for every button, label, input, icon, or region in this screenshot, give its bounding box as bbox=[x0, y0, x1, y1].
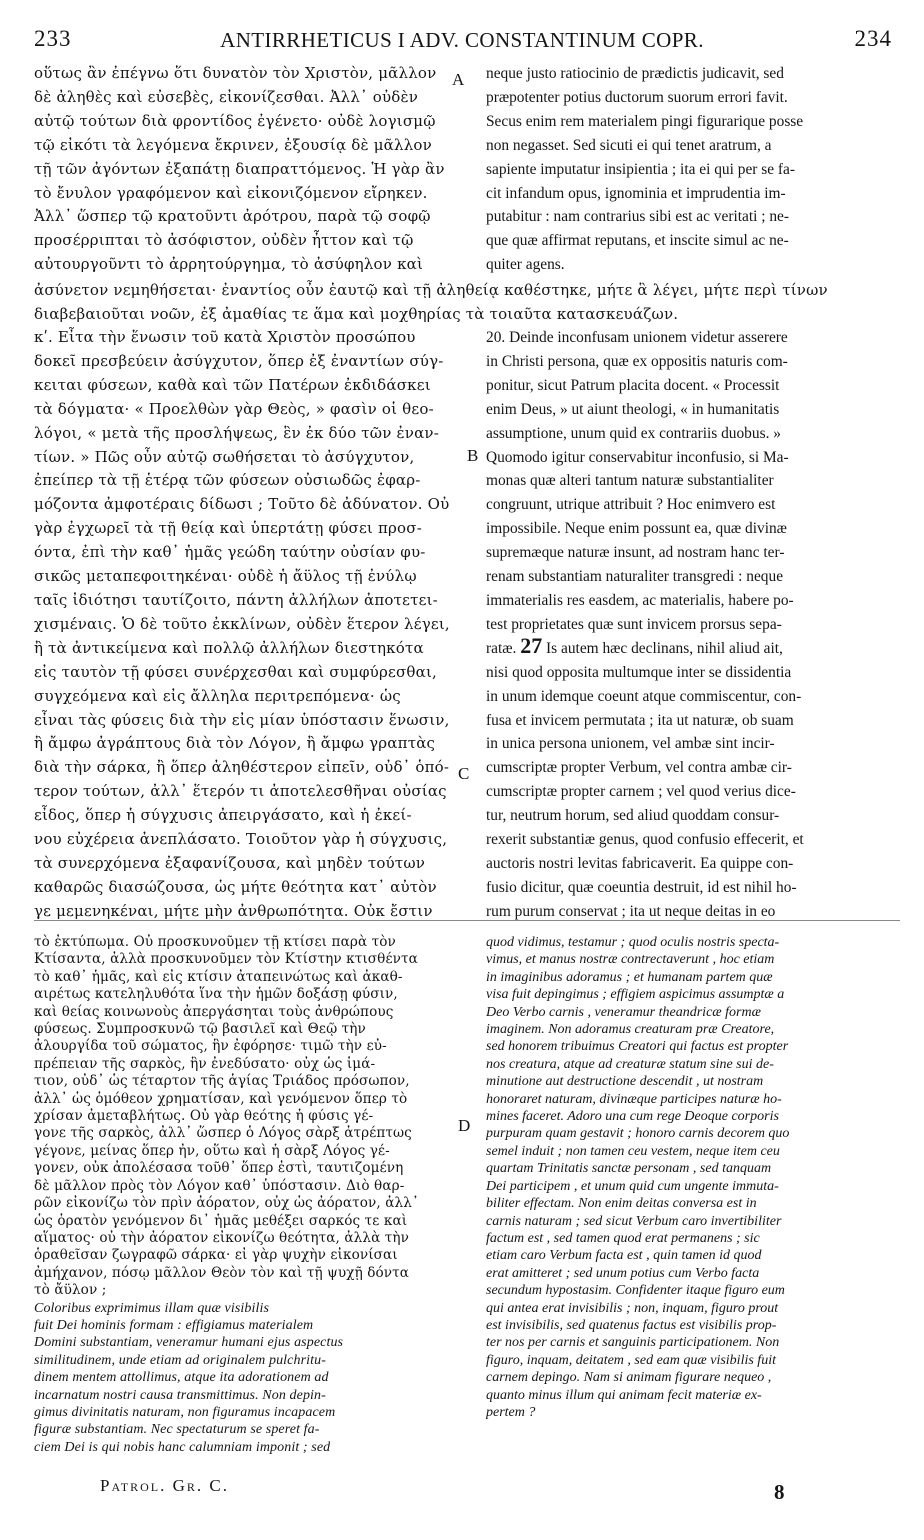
text-line: nos creatura, atque ad creaturæ statum sine sui de- bbox=[486, 1056, 774, 1072]
text-line: νου εὐχέρεια ἀνεπλάσατο. Τοιοῦτον γὰρ ἡ σύγχυσις, bbox=[34, 830, 448, 849]
text-line: quiter agens. bbox=[486, 256, 565, 274]
text-line: ἀμήχανον, πόσῳ μᾶλλον Θεὸν τὸν καὶ τῇ ψυχῇ δόντα bbox=[34, 1264, 410, 1281]
text-line: non negasset. Sed sicuti ei qui tenet aratrum, a bbox=[486, 136, 772, 154]
text-line: κʹ. Εἶτα τὴν ἕνωσιν τοῦ κατὰ Χριστὸν προσώπου bbox=[34, 328, 416, 346]
page-number-right: 234 bbox=[854, 26, 892, 51]
text-line: in unica persona unionem, vel ambæ sint incir- bbox=[486, 735, 775, 753]
text-line: neque justo ratiocinio de prædictis judicavit, sed bbox=[486, 65, 784, 82]
text-line: Dei participem , et unum quid cum ungente immuta- bbox=[486, 1178, 779, 1194]
text-line: αὐτουργοῦντι τὸ ἀρρητούργημα, τὸ ἀσύφηλον καὶ bbox=[34, 255, 424, 274]
text-line: Deo Verbo carnis , veneramur theandricæ formæ bbox=[486, 1004, 761, 1020]
text-line: τὰ δόγματα· « Προελθὼν γὰρ Θεὸς, » φασὶν οἱ θεο- bbox=[34, 399, 434, 418]
text-line: quod vidimus, testamur ; quod oculis nostris specta- bbox=[486, 935, 780, 950]
text-line: χισμέναις. Ὁ δὲ τοῦτο ἐκκλίνων, οὐδὲν ἕτερον λέγει, bbox=[34, 614, 450, 633]
text-line: honoraret naturam, divinæque participes naturæ ho- bbox=[486, 1091, 782, 1107]
text-line: τιον, οὐδ᾽ ὡς τέταρτον τῆς ἁγίας Τριάδος πρόσωπον, bbox=[34, 1073, 410, 1090]
text-line: qui antea erat invisibilis ; non, inquam, figuro prout bbox=[486, 1300, 779, 1316]
text-line: όντα, ἐπὶ τὴν καθ᾽ ἡμᾶς γεώδη ταύτην οὐσίαν φυ- bbox=[34, 543, 426, 562]
text-line: ταῖς ἰδιότησι ταυτίζοιτο, πάντη ἀλλήλων ἀποτετει- bbox=[34, 590, 438, 609]
text-line: οὕτως ἂν ἐπέγνω ὅτι δυνατὸν τὸν Χριστὸν, μᾶλλον bbox=[34, 64, 437, 82]
running-title: ANTIRRHETICUS I ADV. CONSTANTINUM COPR. bbox=[220, 28, 704, 52]
text-line: ponitur, sicut Patrum placita docent. « Processit bbox=[486, 376, 780, 394]
text-line: ἢ τὰ ἀντικείμενα καὶ πολλῷ ἀλλήλων διεστηκότα bbox=[34, 638, 424, 657]
text-line: est invisibilis, sed quatenus factus est visibilis prop- bbox=[486, 1317, 777, 1333]
text-line: minutione aut destructione descendit , ut nostram bbox=[486, 1074, 764, 1090]
text-line: Coloribus exprimimus illam quæ visibilis bbox=[34, 1300, 270, 1316]
full-width-greek-lines bbox=[34, 278, 900, 326]
text-line: imaginem. Non adoramus creaturam præ Creatore, bbox=[486, 1022, 775, 1038]
text-line: auctoris nostri levitas fabricaverit. Ea quippe con- bbox=[486, 854, 794, 872]
text-line: αιρέτως κατεληλυθότα ἵνα τὴν ἡμῶν δοξάσῃ φύσιν, bbox=[34, 986, 398, 1003]
text-line: erat amitteret ; sed unum potius cum Verbo facta bbox=[486, 1265, 760, 1281]
text-line: σικῶς μεταπεφοιτηκέναι· οὐδὲ ἡ ἄϋλος τῇ ἐνύλῳ bbox=[34, 567, 417, 586]
text-line: συγχεόμενα καὶ εἰς ἄλληλα περιτρεπόμενα· ὡς bbox=[34, 686, 401, 705]
text-line: αὐτῷ τούτων διὰ φροντίδος ἐγένετο· οὐδὲ λογισμῷ bbox=[34, 111, 436, 130]
text-line: φύσεως. Συμπροσκυνῶ τῷ βασιλεῖ καὶ Θεῷ τὴν bbox=[34, 1021, 366, 1038]
text-line: τῇ τῶν ἀγόντων ἐξαπάτῃ διαπραττόμενος. Ἡ γὰρ ἂν bbox=[34, 159, 445, 178]
greek-bottom-lines bbox=[34, 934, 464, 1300]
text-line: διαβεβαιοῦται νοῶν, ἐξ ἀμαθίας τε ἅμα καὶ μοχθηρίας τὰ τοιαῦτα κατασκευάζων. bbox=[34, 305, 679, 323]
text-line: figuro, inquam, deitatem , sed eam quæ visibilis fuit bbox=[486, 1352, 776, 1368]
text-line: cumscriptæ propter Verbum, vel contra ambæ cir- bbox=[486, 759, 792, 777]
text-line: nisi quod opposita multumque inter se dissidentia bbox=[486, 663, 792, 681]
text-line: figuræ substantiam. Nec spectaturum se speret fa- bbox=[34, 1422, 320, 1438]
text-line: que quæ affirmat reputans, et inscite simul ac ne- bbox=[486, 232, 789, 250]
text-line: καθαρῶς διασώζουσα, ὡς μήτε θεότητα κατ᾽ αὐτὸν bbox=[34, 877, 437, 896]
text-line: ter nos per carnis et sanguinis participationem. Non bbox=[486, 1335, 780, 1351]
text-line: 20. Deinde inconfusam unionem videtur asserere bbox=[486, 329, 788, 346]
text-line: προσέρριπται τὸ ἀσόφιστον, οὐδὲν ἧττον καὶ τῷ bbox=[34, 231, 414, 250]
text-line: γονεν, οὐκ ἀπολέσασα τοῦθ᾽ ὅπερ ἐστὶ, ταυτιζομένη bbox=[34, 1160, 404, 1177]
text-line: quanto minus illum qui animam fecit materiæ ex- bbox=[486, 1387, 762, 1403]
text-line: δὲ ἀληθὲς καὶ εὐσεβὲς, εἰκονίζεσθαι. Ἀλλ᾽ οὐδὲν bbox=[34, 87, 419, 106]
text-line: εἶδος, ὅπερ ἡ σύγχυσις ἀπειργάσατο, καὶ ἡ ἐκεί- bbox=[34, 806, 412, 825]
text-line: ἀσύνετον νεμηθήσεται· ἐναντίος οὖν ἑαυτῷ καὶ τῇ ἀληθείᾳ καθέστηκε, μήτε ἃ λέγει, μήτε περὶ τίνων bbox=[34, 281, 828, 299]
text-line: εἶναι τὰς φύσεις διὰ τὴν εἰς μίαν ὑπόστασιν ἕνωσιν, bbox=[34, 710, 450, 729]
text-line: monas quæ alteri tantum naturæ substantialiter bbox=[486, 472, 774, 490]
text-line: putabitur : nam contrarius sibi est ac veritati ; ne- bbox=[486, 208, 790, 226]
text-line: fusio dicitur, quæ coeuntia destruit, id est nihil ho- bbox=[486, 878, 797, 896]
text-line: τὸ ἔνυλον γραφόμενον καὶ εἰκονιζόμενον εἴρηκεν. bbox=[34, 183, 428, 202]
text-line: sapiente imputatur insipientia ; ita ei qui per se fa- bbox=[486, 160, 796, 178]
latin-column-bottom bbox=[486, 934, 898, 1421]
text-line: similitudinem, unde etiam ad originalem pulchritu- bbox=[34, 1352, 326, 1368]
text-line: cit infandum opus, ignominia et imprudentia im- bbox=[486, 184, 786, 202]
text-line: purpuram quam gestavit ; honoro carnis decorem quo bbox=[486, 1126, 790, 1142]
text-line: γονε τῆς σαρκὸς, ἀλλ᾽ ὥσπερ ὁ Λόγος σὰρξ ἀτρέπτως bbox=[34, 1125, 412, 1142]
footer-sheet-number: 8 bbox=[774, 1480, 785, 1504]
section-line bbox=[486, 637, 898, 661]
page-number-left: 233 bbox=[34, 26, 72, 51]
text-line: ἁλουργίδα τοῦ σώματος, ἣν ἐφόρησε· τιμῶ τὴν εὐ- bbox=[34, 1038, 387, 1055]
text-line: factum est , sed tamen quod erat permanens ; sic bbox=[486, 1230, 760, 1246]
greek-column-top bbox=[34, 62, 464, 277]
text-line: in imaginibus adoramus ; et humanam partem quæ bbox=[486, 969, 773, 985]
text-line: ὁραθεῖσαν ζωγραφῶ σάρκα· εἰ γὰρ ψυχὴν εἰκονίσαι bbox=[34, 1247, 398, 1264]
text-line: carnem depingo. Nam si animam figurare nequeo , bbox=[486, 1370, 772, 1386]
margin-marker-c: C bbox=[458, 764, 470, 783]
greek-column-bottom bbox=[34, 934, 464, 1456]
text-line: πρέπειαν τῆς σαρκὸς, ἣν ἐνεδύσατο· οὐχ ὡς ἱμά- bbox=[34, 1055, 376, 1072]
text-line: tur, neutrum horum, sed aliud quoddam consur- bbox=[486, 807, 780, 825]
text-line: incarnatum nostri causa transmittimus. Non depin- bbox=[34, 1387, 326, 1403]
text-line: τὸ καθ᾽ ἡμᾶς, καὶ εἰς κτίσιν ἀταπεινώτως καὶ ἀκαθ- bbox=[34, 968, 403, 985]
text-line: fusa et invicem permutata ; ita ut naturæ, ob suam bbox=[486, 711, 794, 729]
text-line: impossibile. Neque enim possunt ea, quæ divinæ bbox=[486, 520, 787, 538]
text-line: enim Deus, » ut aiunt theologi, « in humanitatis bbox=[486, 400, 780, 418]
text-line: præpotenter potius ductorum suorum errori favit. bbox=[486, 88, 788, 106]
text-line: Secus enim rem materialem pingi figurarique posse bbox=[486, 112, 804, 130]
text-line: ὡς ὁρατὸν γενόμενον δι᾽ ἡμᾶς μεθέξει σαρκός τε καὶ bbox=[34, 1212, 408, 1229]
text-line: Ἀλλ᾽ ὥσπερ τῷ κρατοῦντι ἀρότρου, παρὰ τῷ σοφῷ bbox=[34, 207, 431, 226]
footer-signature: Patrol. Gr. C. bbox=[100, 1476, 229, 1495]
text-line: ἀλλ᾽ ὡς ὁμόθεον χρηματίσαν, καὶ γενόμενον ὅπερ τὸ bbox=[34, 1090, 408, 1107]
text-line: carnis naturam ; sed sicut Verbum caro invertibiliter bbox=[486, 1213, 782, 1229]
text-line: μόζοντα ἀμφοτέραις δίδωσι ; Τοῦτο δὲ ἀδύνατον. Οὐ bbox=[34, 495, 450, 514]
text-line: pertem ? bbox=[486, 1404, 536, 1420]
text-line: fuit Dei hominis formam : effigiamus materialem bbox=[34, 1317, 314, 1333]
text-line: visa fuit depingimus ; effigiem aspicimus assumptæ a bbox=[486, 987, 785, 1003]
text-line: Κτίσαντα, ἀλλὰ προσκυνοῦμεν τὸν Κτίστην κτισθέντα bbox=[34, 951, 418, 968]
text-line: in Christi persona, quæ ex oppositis naturis com- bbox=[486, 352, 788, 370]
text-line: τίων. » Πῶς οὖν αὐτῷ σωθήσεται τὸ ἀσύγχυτον, bbox=[34, 447, 415, 466]
text-line: rum purum conservat ; ita ut neque deitas in eo bbox=[486, 902, 776, 920]
text-line: vimus, et manus nostræ contrectaverunt , hoc etiam bbox=[486, 952, 775, 968]
text-line: κειται φύσεων, καθὰ καὶ τῶν Πατέρων ἐκδιδάσκει bbox=[34, 375, 431, 394]
text-line: τὸ ἐκτύπωμα. Οὐ προσκυνοῦμεν τῇ κτίσει παρὰ τὸν bbox=[34, 934, 396, 950]
text-line: biliter effectam. Non enim deitas conversa est in bbox=[486, 1196, 757, 1212]
section-number: 27 bbox=[520, 636, 543, 658]
text-line: διὰ τὴν σάρκα, ἢ ὅπερ ἀληθέστερον εἰπεῖν, οὐδ᾽ ὁπό- bbox=[34, 758, 450, 777]
page-header bbox=[28, 22, 896, 56]
text-line: καὶ θείας κοινωνοὺς ἀπεργάσηται τοὺς ἀνθρώπους bbox=[34, 1003, 394, 1020]
text-line: immaterialis res easdem, ac materialis, habere po- bbox=[486, 591, 794, 609]
margin-marker-d: D bbox=[458, 1116, 471, 1135]
text-line: secundum hypostasim. Confidenter itaque figuro eum bbox=[486, 1283, 785, 1299]
section-line-prefix: ratæ. bbox=[486, 639, 521, 657]
latin-column-middle bbox=[486, 326, 898, 924]
text-line: ἐπείπερ τὰ τῇ ἑτέρᾳ τῶν φύσεων οὐσιωδῶς ἐφαρ- bbox=[34, 471, 421, 490]
text-line: semel induit ; non tamen ceu vestem, neque item ceu bbox=[486, 1143, 780, 1159]
text-line: αἵματος· οὐ τὴν ἀόρατον εἰκονίζω θεότητα, ἀλλὰ τὴν bbox=[34, 1229, 410, 1246]
text-line: renam substantiam naturaliter transgredi : neque bbox=[486, 568, 784, 586]
text-line: λόγοι, « μετὰ τῆς προσλήψεως, ἓν ἐκ δύο τῶν ἐναν- bbox=[34, 423, 439, 442]
text-line: assumptione, unum quid ex contrariis duobus. » bbox=[486, 424, 781, 442]
text-line: ρῶν εἰκονίζω τὸν πρὶν ἀόρατον, οὐχ ὡς ἀόρατον, ἀλλ᾽ bbox=[34, 1195, 419, 1212]
text-line: gimus divinitatis naturam, non figuramus incapacem bbox=[34, 1404, 336, 1420]
text-line: δοκεῖ πρεσβεύειν ἀσύγχυτον, ὅπερ ἐξ ἐναντίων σύγ- bbox=[34, 351, 444, 370]
latin-middle-lines-before bbox=[486, 326, 898, 637]
text-line: quartam Trinitatis sanctæ personam , sed tanquam bbox=[486, 1161, 772, 1177]
text-line: supremæque naturæ insunt, ad nostram hanc ter- bbox=[486, 544, 785, 562]
margin-marker-a: A bbox=[452, 70, 465, 89]
latin-middle-lines-after bbox=[486, 661, 898, 924]
text-line: τῷ εἰκότι τὰ λεγόμενα ἔκρινεν, ἐξουσίᾳ δὲ μᾶλλον bbox=[34, 135, 432, 154]
text-line: τερον τούτων, ἀλλ᾽ ἕτερόν τι ἀποτελεσθῆναι οὐσίας bbox=[34, 782, 447, 801]
text-line: Domini substantiam, veneramur humani ejus aspectus bbox=[34, 1335, 344, 1351]
text-line: τὸ ἄϋλον ; bbox=[34, 1282, 107, 1299]
text-line: γε μεμενηκέναι, μήτε μὴν ἀνθρωπότητα. Οὐκ ἔστιν bbox=[34, 901, 433, 920]
text-line: δὲ μᾶλλον πρὸς τὸν Λόγον καθ᾽ ὑπόστασιν. Διὸ θαρ- bbox=[34, 1177, 405, 1194]
text-line: mines faceret. Adoro una cum rege Deoque corporis bbox=[486, 1109, 779, 1125]
text-line: χρίσαν ἀμεταβλήτως. Οὐ γὰρ θεότης ἡ φύσις γέ- bbox=[34, 1108, 374, 1125]
text-line: γὰρ ἐγχωρεῖ τὰ τῇ θείᾳ καὶ ὑπερτάτῃ φύσει προσ- bbox=[34, 519, 422, 538]
text-line: Quomodo igitur conservabitur inconfusio, si Ma- bbox=[486, 448, 789, 466]
text-line: congruunt, utrique attribuit ? Hoc enimvero est bbox=[486, 496, 776, 514]
text-line: sed honorem tribuimus Creatori qui factus est propter bbox=[486, 1039, 789, 1055]
text-line: etiam caro Verbum facta est , quin tamen id quod bbox=[486, 1248, 762, 1264]
latin-column-top bbox=[486, 62, 898, 277]
text-line: ciem Dei is qui nobis hanc calumniam imponit ; sed bbox=[34, 1439, 331, 1455]
text-line: in unum idemque coeunt atque commiscentur, con- bbox=[486, 687, 802, 705]
text-line: dinem mentem attollimus, atque ita adorationem ad bbox=[34, 1370, 329, 1386]
text-line: εἰς ταυτὸν τῇ φύσει συνέρχεσθαι καὶ συμφύρεσθαι, bbox=[34, 662, 438, 681]
margin-marker-b: B bbox=[467, 446, 479, 465]
greek-column-middle bbox=[34, 326, 464, 924]
text-line: ἢ ἄμφω ἀγράπτους διὰ τὸν Λόγον, ἢ ἄμφω γραπτὰς bbox=[34, 734, 436, 753]
text-line: τὰ συνερχόμενα ἐξαφανίζουσα, καὶ μηδὲν τούτων bbox=[34, 853, 426, 872]
text-line: test proprietates quæ sunt invicem prorsus sepa- bbox=[486, 615, 782, 633]
section-line-suffix: Is autem hæc declinans, nihil aliud ait, bbox=[542, 639, 783, 657]
text-line: rexerit substantiæ genus, quod confusio effecerit, et bbox=[486, 831, 804, 849]
greek-bottom-latin-note bbox=[34, 1300, 464, 1457]
text-line: cumscriptæ propter carnem ; vel quod verius dice- bbox=[486, 783, 796, 801]
footnote-divider bbox=[34, 920, 900, 921]
text-line: γέγονε, μείνας ὅπερ ἦν, οὕτω καὶ ἡ σὰρξ Λόγος γέ- bbox=[34, 1142, 390, 1159]
